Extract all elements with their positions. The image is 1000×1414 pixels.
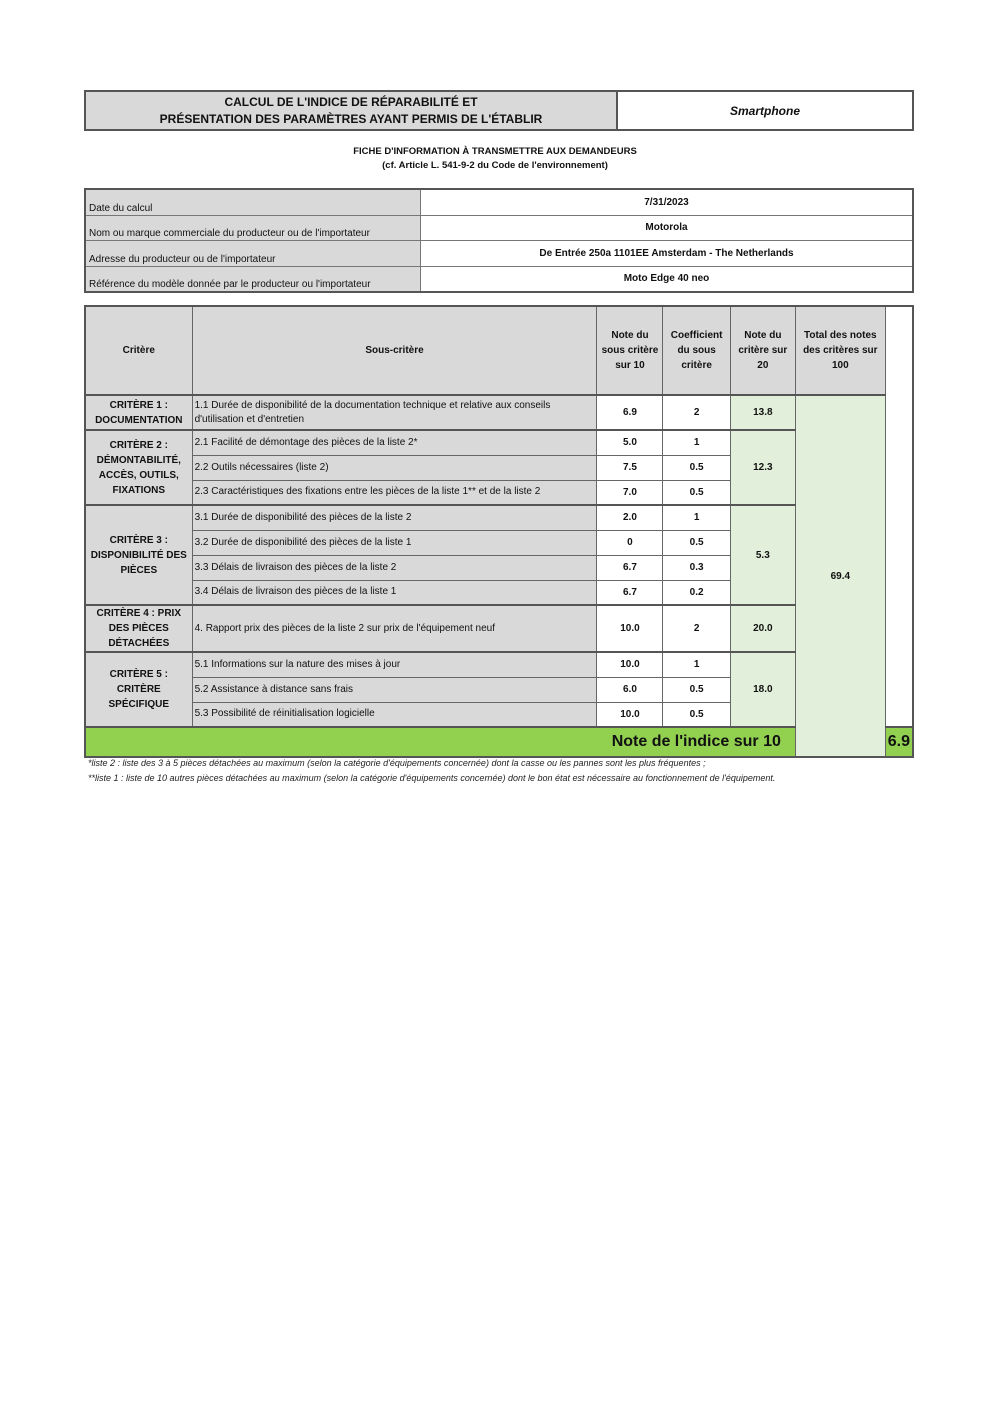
coefficient: 1 [663,430,730,455]
product-category: Smartphone [618,90,914,131]
col-header-sub-score: Note du sous critère sur 10 [597,306,663,395]
subcriterion-label: 2.3 Caractéristiques des fixations entre les pièces de la liste 1** et de la liste 2 [192,480,597,505]
final-score-row [85,727,913,757]
subcriterion-label: 4. Rapport prix des pièces de la liste 2 sur prix de l'équipement neuf [192,605,597,652]
total-score-100: 69.4 [795,395,885,757]
coefficient: 0.3 [663,555,730,580]
coefficient: 2 [663,605,730,652]
sub-score: 0 [597,530,663,555]
table-row [85,505,913,530]
subcriterion-label: 1.1 Durée de disponibilité de la documentation technique et relative aux conseils d'utilisation et d'entretien [192,395,597,430]
criterion-2-name: CRITÈRE 2 : DÉMONTABILITÉ, ACCÈS, OUTILS, FIXATIONS [85,430,192,505]
coefficient: 0.5 [663,677,730,702]
criterion-3-score: 5.3 [730,505,795,605]
col-header-coefficient: Coefficient du sous critère [663,306,730,395]
sub-score: 5.0 [597,430,663,455]
subcriterion-label: 2.1 Facilité de démontage des pièces de la liste 2* [192,430,597,455]
sub-score: 10.0 [597,605,663,652]
table-row [85,605,913,652]
col-header-criterion-score: Note du critère sur 20 [730,306,795,395]
subcriterion-label: 3.1 Durée de disponibilité des pièces de la liste 2 [192,505,597,530]
coefficient: 1 [663,652,730,677]
criterion-1-score: 13.8 [730,395,795,430]
coefficient: 0.2 [663,580,730,605]
final-score-value: 6.9 [885,727,913,757]
info-value: De Entrée 250a 1101EE Amsterdam - The Netherlands [421,241,914,267]
sub-score: 6.7 [597,580,663,605]
document-title [84,90,618,131]
info-row-model [85,266,913,292]
info-table [84,188,914,293]
subtitle-line-2: (cf. Article L. 541-9-2 du Code de l'environnement) [382,160,608,171]
subcriterion-label: 2.2 Outils nécessaires (liste 2) [192,455,597,480]
coefficient: 0.5 [663,480,730,505]
sub-score: 7.0 [597,480,663,505]
criterion-3-name: CRITÈRE 3 : DISPONIBILITÉ DES PIÈCES [85,505,192,605]
info-label: Référence du modèle donnée par le producteur ou l'importateur [85,266,421,292]
coefficient: 0.5 [663,702,730,727]
table-row [85,652,913,677]
coefficient: 0.5 [663,530,730,555]
col-header-total: Total des notes des critères sur 100 [795,306,885,395]
coefficient: 1 [663,505,730,530]
coefficient: 0.5 [663,455,730,480]
sub-score: 10.0 [597,702,663,727]
title-line-1: CALCUL DE L'INDICE DE RÉPARABILITÉ ET [224,94,478,109]
info-value: 7/31/2023 [421,189,914,215]
score-table [84,305,914,758]
sub-score: 6.7 [597,555,663,580]
sub-score: 2.0 [597,505,663,530]
final-score-label: Note de l'indice sur 10 [85,727,795,757]
table-row [85,395,913,430]
subcriterion-label: 5.3 Possibilité de réinitialisation logicielle [192,702,597,727]
table-row [85,430,913,455]
subcriterion-label: 5.1 Informations sur la nature des mises à jour [192,652,597,677]
criterion-1-name: CRITÈRE 1 : DOCUMENTATION [85,395,192,430]
info-row-brand [85,215,913,241]
sub-score: 7.5 [597,455,663,480]
criterion-2-score: 12.3 [730,430,795,505]
col-header-criterion: Critère [85,306,192,395]
subtitle-line-1: FICHE D'INFORMATION À TRANSMETTRE AUX DEMANDEURS [353,146,637,157]
subtitle [200,145,790,173]
info-label: Nom ou marque commerciale du producteur ou de l'importateur [85,215,421,241]
info-value: Moto Edge 40 neo [421,266,914,292]
subcriterion-label: 3.3 Délais de livraison des pièces de la liste 2 [192,555,597,580]
sub-score: 6.9 [597,395,663,430]
col-header-subcriterion: Sous-critère [192,306,597,395]
criterion-5-name: CRITÈRE 5 : CRITÈRE SPÉCIFIQUE [85,652,192,727]
footnote-list-2: *liste 2 : liste des 3 à 5 pièces détachées au maximum (selon la catégorie d'équipements concernée) dont la casse ou les pannes sont les plus fréquentes ; [88,758,706,768]
info-label: Date du calcul [85,189,421,215]
title-line-2: PRÉSENTATION DES PARAMÈTRES AYANT PERMIS DE L'ÉTABLIR [159,111,543,126]
criterion-4-name: CRITÈRE 4 : PRIX DES PIÈCES DÉTACHÉES [85,605,192,652]
subcriterion-label: 5.2 Assistance à distance sans frais [192,677,597,702]
criterion-5-score: 18.0 [730,652,795,727]
subcriterion-label: 3.4 Délais de livraison des pièces de la liste 1 [192,580,597,605]
info-row-address [85,241,913,267]
info-value: Motorola [421,215,914,241]
coefficient: 2 [663,395,730,430]
info-label: Adresse du producteur ou de l'importateur [85,241,421,267]
subcriterion-label: 3.2 Durée de disponibilité des pièces de la liste 1 [192,530,597,555]
criterion-4-score: 20.0 [730,605,795,652]
sub-score: 6.0 [597,677,663,702]
table-header-row [85,306,913,395]
footnotes [88,756,918,786]
footnote-list-1: **liste 1 : liste de 10 autres pièces détachées au maximum (selon la catégorie d'équipements concernée) dont le bon état est nécessaire au fonctionnement de l'équipement. [88,773,776,783]
info-row-date [85,189,913,215]
sub-score: 10.0 [597,652,663,677]
